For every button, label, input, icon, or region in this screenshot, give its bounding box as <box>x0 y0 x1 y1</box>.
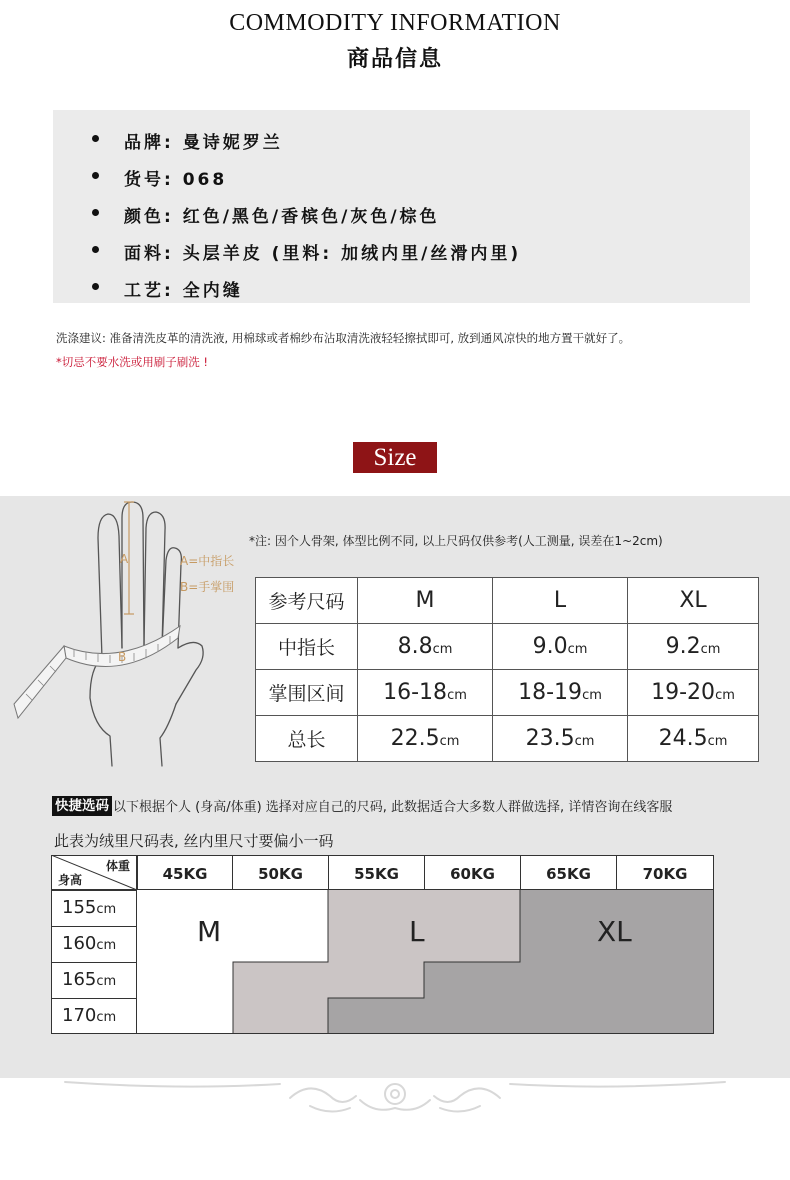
zone-xl-label: XL <box>597 915 632 948</box>
size-grid-title: 此表为绒里尺码表, 丝内里尺寸要偏小一码 <box>54 832 334 850</box>
table-cell <box>628 670 759 716</box>
size-note: *注: 因个人骨架, 体型比例不同, 以上尺码仅供参考(人工测量, 误差在1~2cm) <box>249 534 663 548</box>
mark-a-label: A <box>120 552 129 566</box>
legend-b: B=手掌围 <box>180 580 235 594</box>
height-row-label <box>51 926 137 963</box>
legend-a: A=中指长 <box>180 554 235 568</box>
quick-select-text: 以下根据个人 (身高/体重) 选择对应自己的尺码, 此数据适合大多数人群做选择, 详情咨询在线客服 <box>113 800 673 815</box>
cell-unit: cm <box>567 642 588 657</box>
cell-unit: cm <box>574 734 595 749</box>
bullet-icon <box>92 246 99 253</box>
weight-header: 55KG <box>328 855 425 890</box>
zone-m-label: M <box>197 915 222 948</box>
table-cell <box>358 670 493 716</box>
height-value: 155 <box>62 897 97 918</box>
bullet-icon <box>92 283 99 290</box>
cell-value: 8.8 <box>397 634 433 659</box>
table-header-cell: 参考尺码 <box>256 578 358 624</box>
bullet-icon <box>92 172 99 179</box>
height-row-label <box>51 890 137 927</box>
mark-b-label: B <box>118 650 127 664</box>
row-label: 总长 <box>256 716 358 762</box>
height-value: 170 <box>62 1005 97 1026</box>
table-cell <box>628 716 759 762</box>
height-value: 160 <box>62 933 97 954</box>
cell-value: 22.5 <box>390 726 440 751</box>
table-cell <box>493 670 628 716</box>
bullet-icon <box>92 209 99 216</box>
height-row-label <box>51 962 137 999</box>
weight-header: 65KG <box>520 855 617 890</box>
weight-header: 60KG <box>424 855 521 890</box>
cell-value: 18-19 <box>518 680 583 705</box>
weight-header: 50KG <box>232 855 329 890</box>
size-table <box>255 577 759 762</box>
table-row <box>256 578 759 624</box>
cell-unit: cm <box>447 688 467 703</box>
height-value: 165 <box>62 969 97 990</box>
table-cell <box>358 716 493 762</box>
table-header-cell: XL <box>628 578 759 624</box>
table-header-cell: M <box>358 578 493 624</box>
cell-unit: cm <box>715 688 735 703</box>
table-cell <box>628 624 759 670</box>
corner-weight-label: 体重 <box>105 859 130 873</box>
bullet-icon <box>92 135 99 142</box>
decorative-ornament <box>60 1078 730 1118</box>
height-row-label <box>51 998 137 1034</box>
size-banner: Size <box>353 442 437 473</box>
cell-unit: cm <box>439 734 460 749</box>
hand-measure-illustration <box>10 498 210 768</box>
table-header-cell: L <box>493 578 628 624</box>
info-row-text: 品牌: 曼诗妮罗兰 <box>124 133 283 153</box>
info-row-text: 面料: 头层羊皮 (里料: 加绒内里/丝滑内里) <box>124 244 522 264</box>
grid-corner-cell <box>51 855 137 890</box>
table-cell <box>493 624 628 670</box>
corner-height-label: 身高 <box>58 873 83 887</box>
quick-select-tag: 快捷选码 <box>52 796 112 816</box>
height-unit: cm <box>96 938 117 953</box>
row-label: 中指长 <box>256 624 358 670</box>
page-title-english: COMMODITY INFORMATION <box>229 10 561 36</box>
washing-advice: 洗涤建议: 准备清洗皮革的清洗液, 用棉球或者棉纱布沾取清洗液轻轻擦拭即可, 放到通风凉快的地方置干就好了。 <box>56 331 631 345</box>
table-row <box>256 716 759 762</box>
cell-value: 24.5 <box>658 726 708 751</box>
cell-unit: cm <box>707 734 728 749</box>
weight-header: 45KG <box>137 855 233 890</box>
cell-value: 23.5 <box>525 726 575 751</box>
table-cell <box>493 716 628 762</box>
page-title-chinese: 商品信息 <box>346 47 443 72</box>
cell-value: 19-20 <box>651 680 716 705</box>
zone-l-label: L <box>409 915 425 948</box>
info-row-text: 货号: 068 <box>124 170 228 190</box>
cell-value: 9.2 <box>665 634 701 659</box>
height-unit: cm <box>96 902 117 917</box>
quick-select-line <box>52 795 672 815</box>
height-weight-grid <box>51 855 714 1034</box>
row-label: 掌围区间 <box>256 670 358 716</box>
info-row-text: 工艺: 全内缝 <box>124 281 243 301</box>
cell-unit: cm <box>700 642 721 657</box>
washing-warning: *切忌不要水洗或用刷子刷洗 ! <box>56 355 209 369</box>
cell-unit: cm <box>432 642 453 657</box>
info-row-text: 颜色: 红色/黑色/香槟色/灰色/棕色 <box>124 207 440 227</box>
table-row <box>256 624 759 670</box>
weight-header: 70KG <box>616 855 714 890</box>
table-row <box>256 670 759 716</box>
table-cell <box>358 624 493 670</box>
cell-value: 16-18 <box>383 680 448 705</box>
height-unit: cm <box>96 974 117 989</box>
cell-value: 9.0 <box>532 634 568 659</box>
height-unit: cm <box>96 1010 117 1025</box>
cell-unit: cm <box>582 688 602 703</box>
